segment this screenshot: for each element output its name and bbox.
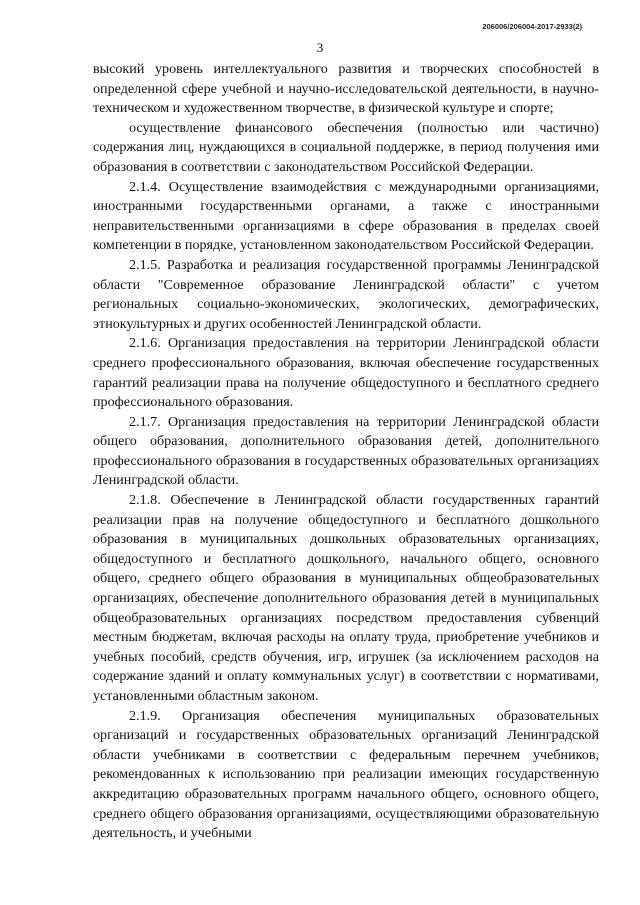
- paragraph-2-1-4: 2.1.4. Осуществление взаимодействия с международными организациями, иностранными государственными органами, а также с иностранными неправительственными организациями в сфере образования в пределах своей компетенции в порядке, установленном законодательством Российской Федерации.: [93, 178, 599, 254]
- paragraph-2-1-5: 2.1.5. Разработка и реализация государственной программы Ленинградской области "Современное образование Ленинградской области" с учетом региональных социально-экономических, экологических, демографических, этнокультурных и других особенностей Ленинградской области.: [93, 256, 599, 332]
- document-registration-code: 206006/206004-2017-2933(2): [482, 22, 582, 31]
- paragraph-financial-support: осуществление финансового обеспечения (полностью или частично) содержания лиц, нуждающихся в социальной поддержке, в период получения ими образования в соответствии с законодательством Российской Федерации.: [93, 119, 599, 175]
- paragraph-2-1-8: 2.1.8. Обеспечение в Ленинградской области государственных гарантий реализации прав на получение общедоступного и бесплатного дошкольного образования в муниципальных дошкольных образовательных организациях, общедоступного и бесплатного дошкольного, начального общего, основного общего, среднего общего образования в муниципальных общеобразовательных организациях, обеспечение дополнительного образования детей в муниципальных общеобразовательных организациях посредством предоставления субвенций местным бюджетам, включая расходы на оплату труда, приобретение учебников и учебных пособий, средств обучения, игр, игрушек (за исключением расходов на содержание зданий и оплату коммунальных услуг) в соответствии с нормативами, установленными областным законом.: [93, 492, 599, 704]
- paragraph-2-1-7: 2.1.7. Организация предоставления на территории Ленинградской области общего образования, дополнительного образования детей, дополнительного профессионального образования в государственных образовательных организациях Ленинградской области.: [93, 413, 599, 489]
- page-number: 3: [316, 40, 324, 55]
- document-body: [93, 60, 599, 844]
- paragraph-2-1-6: 2.1.6. Организация предоставления на территории Ленинградской области среднего профессионального образования, включая обеспечение государственных гарантий реализации права на получение общедоступного и бесплатного среднего профессионального образования.: [93, 335, 599, 411]
- paragraph-2-1-9: 2.1.9. Организация обеспечения муниципальных образовательных организаций и государственных образовательных организаций Ленинградской области учебниками в соответствии с федеральным перечнем учебников, рекомендованных к использованию при реализации имеющих государственную аккредитацию образовательных программ начального общего, основного общего, среднего общего образования организациями, осуществляющими образовательную деятельность, и учебными: [93, 707, 599, 842]
- paragraph-continuation: высокий уровень интеллектуального развития и творческих способностей в определенной сфере учебной и научно-исследовательской деятельности, в научно-техническом и художественном творчестве, в физической культуре и спорте;: [93, 61, 599, 117]
